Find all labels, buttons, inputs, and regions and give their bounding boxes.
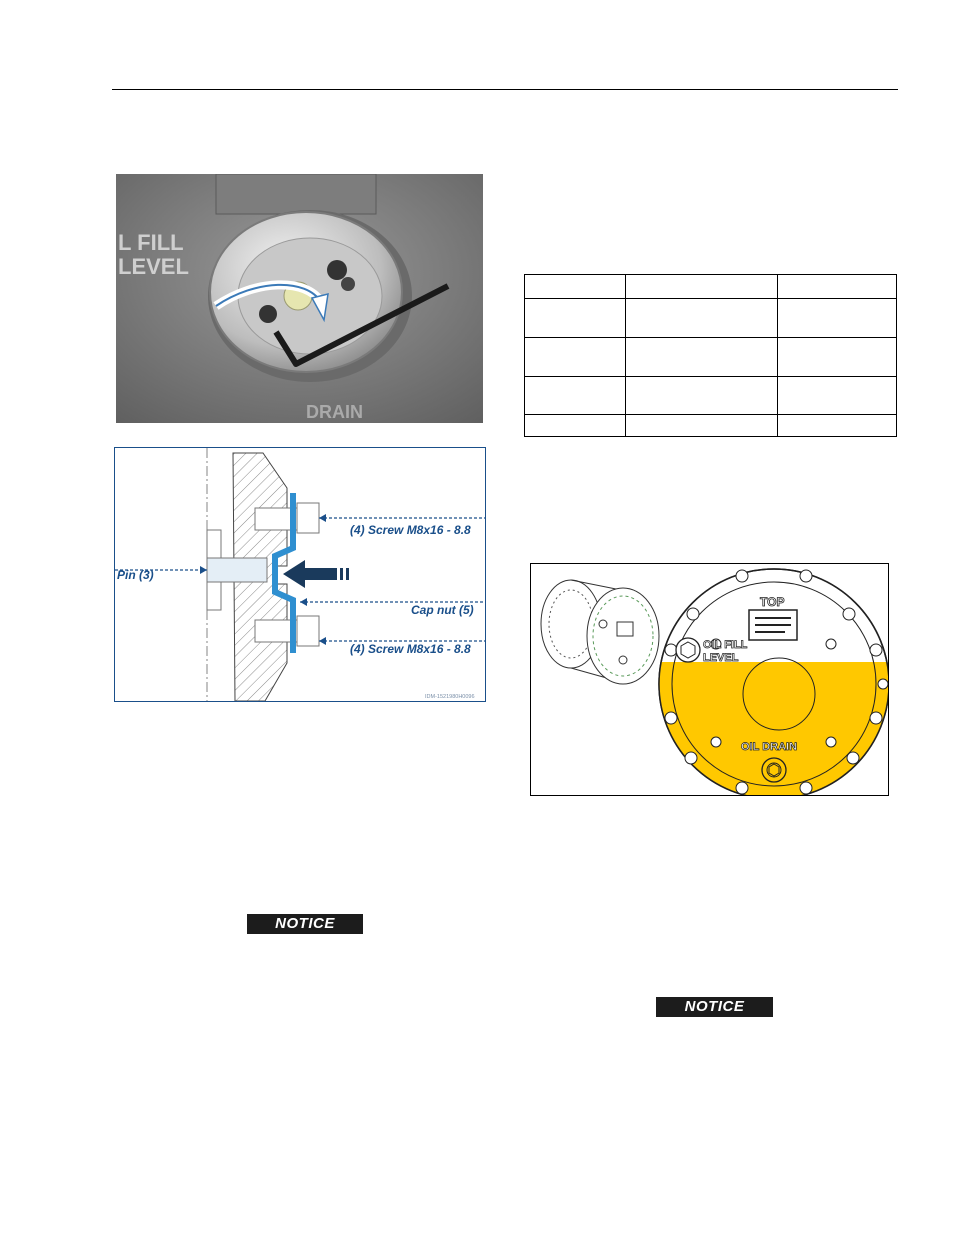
hub-oil-level-diagram (530, 563, 889, 796)
pin-label: Pin (3) (117, 568, 154, 582)
oil-fill-label: OIL FILL (703, 639, 748, 651)
table-cell (778, 338, 897, 377)
table-cell (778, 415, 897, 437)
oil-level-label: LEVEL (703, 652, 739, 664)
screw-top-label: (4) Screw M8x16 - 8.8 (350, 523, 471, 537)
table-cell (626, 377, 778, 415)
table-row (525, 275, 897, 299)
table-row (525, 299, 897, 338)
table-row (525, 338, 897, 377)
table-cell (525, 275, 626, 299)
table-cell (525, 377, 626, 415)
diagram-ref-code: IDM-1521980H0096 (425, 694, 475, 700)
table-row (525, 415, 897, 437)
header-rule (112, 89, 898, 90)
table-cell (778, 299, 897, 338)
notice-badge-right: NOTICE (656, 997, 773, 1017)
table-cell (525, 299, 626, 338)
table-cell (626, 275, 778, 299)
photo-drain-text: DRAIN (306, 402, 363, 422)
table-cell (626, 338, 778, 377)
table-cell (778, 275, 897, 299)
cap-nut-section-diagram (114, 447, 486, 702)
oil-drain-label: OIL DRAIN (741, 741, 798, 753)
photo-fill-text: L FILL (118, 230, 184, 255)
notice-badge-left: NOTICE (247, 914, 363, 934)
cap-nut-label: Cap nut (5) (411, 603, 474, 617)
hub-perspective-icon (541, 580, 659, 684)
top-label: TOP (760, 595, 785, 609)
screw-bottom-label: (4) Screw M8x16 - 8.8 (350, 642, 471, 656)
table-cell (626, 415, 778, 437)
table-cell (525, 415, 626, 437)
oil-fill-photo (116, 174, 483, 423)
table-row (525, 377, 897, 415)
spec-table (524, 274, 897, 437)
table-cell (525, 338, 626, 377)
table-cell (626, 299, 778, 338)
photo-level-text: LEVEL (118, 254, 189, 279)
table-cell (778, 377, 897, 415)
